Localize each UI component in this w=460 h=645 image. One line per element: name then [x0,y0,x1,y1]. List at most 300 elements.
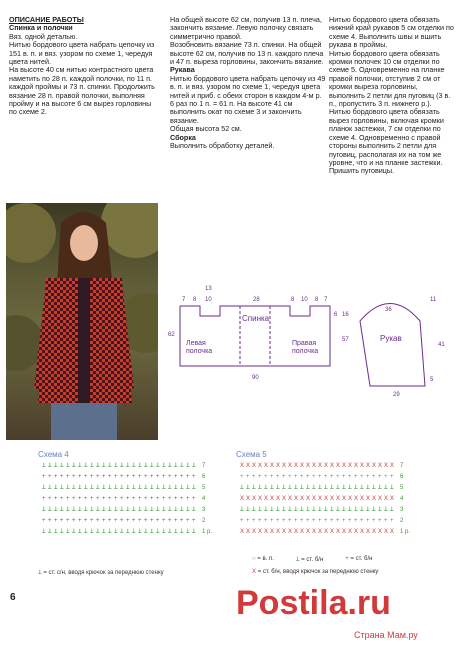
chart-symbol: + [360,518,364,524]
chart-symbol: ꓕ [300,507,304,513]
chart-symbol: + [180,496,184,502]
chart-symbol: + [288,474,292,480]
chart-symbol: + [126,518,130,524]
chart-symbol: + [60,474,64,480]
chart-symbol: + [300,474,304,480]
chart-symbol: ꓕ [174,507,178,513]
chart-symbol: ꓕ [132,529,136,535]
chart-symbol: X [270,529,275,535]
chart-symbol: ꓕ [180,507,184,513]
chart-symbol: X [390,496,395,502]
chart-symbol: + [162,496,166,502]
chart-symbol: + [114,496,118,502]
chart-symbol: ꓕ [108,529,112,535]
chart-symbol: X [360,496,365,502]
chart-symbol: X [276,496,281,502]
chart-symbol: X [336,463,341,469]
chart-symbol: + [282,518,286,524]
chart-symbol: X [378,463,383,469]
chart-symbol: + [114,474,118,480]
chart-symbol: X [324,529,329,535]
chart-symbol: + [42,496,46,502]
row-number: 4 [202,496,206,502]
chart-symbol: ꓕ [150,529,154,535]
instructions-column-2 [170,16,327,151]
chart-symbol: ꓕ [282,485,286,491]
chart-symbol: ꓕ [48,507,52,513]
chart-symbol: ꓕ [84,463,88,469]
body-text: Вяз. одной деталью. Нитью бордового цвета набрать цепочку из 151 в. п. и вяз. узором по схеме 1, чередуя цвета нитей. На высоте 40 см нитью контрастного цвета наметить по 28 п. каждой полочки, по 11 п. каждой проймы и 73 п. спинки. Продолжить вязание 28 п. правой полочки, выполняя пройму и на высоте 6 см вырез горловины по схеме 2. [9,31,155,117]
chart-symbol: + [66,518,70,524]
chart-symbol: ꓕ [162,463,166,469]
chart-symbol: ꓕ [276,507,280,513]
chart-4-grid [38,459,216,549]
chart-symbol: + [138,518,142,524]
chart-symbol: ꓕ [114,485,118,491]
chart-symbol: + [174,496,178,502]
dim-sleeve-top: 36 [385,307,392,313]
chart-symbol: ꓕ [126,485,130,491]
chart-symbol: + [102,496,106,502]
chart-symbol: + [180,474,184,480]
dim-left-total: 62 [168,332,175,338]
chart-symbol: ꓕ [84,529,88,535]
chart-symbol: + [168,496,172,502]
chart-symbol: + [186,474,190,480]
chart-symbol: + [78,496,82,502]
chart-symbol: + [168,474,172,480]
chart-symbol: X [342,529,347,535]
chart-symbol: + [324,518,328,524]
chart-symbol: + [150,518,154,524]
legend-item-sc-plus: + = ст. б/н [345,556,373,562]
chart-symbol: + [48,496,52,502]
chart-symbol: X [240,496,245,502]
chart-symbol: ꓕ [54,463,58,469]
chart-symbol: ꓕ [270,507,274,513]
chart-symbol: + [90,518,94,524]
chart-symbol: + [240,474,244,480]
chart-symbol: X [252,529,257,535]
chart-symbol: ꓕ [54,507,58,513]
postila-logo: Postila.ru [236,584,391,622]
chart-symbol: X [300,496,305,502]
chart-symbol: ꓕ [240,485,244,491]
chart-symbol: X [294,496,299,502]
chart-symbol: + [192,496,196,502]
chart-symbol: X [276,463,281,469]
chart-symbol: + [336,518,340,524]
body-text: Выполнить обработку деталей. [170,141,275,151]
label-back: Спинка [242,314,270,323]
chart-symbol: ꓕ [252,485,256,491]
dim-top-1: 7 [182,297,186,303]
chart-symbol: + [174,518,178,524]
chart-symbol: + [174,474,178,480]
chart-symbol: ꓕ [324,507,328,513]
chart-symbol: X [312,463,317,469]
chart-symbol: + [66,496,70,502]
subsection-title: Спинка и полочки [9,23,73,33]
site-name: Страна Мам.ру [354,630,418,640]
chart-symbol: ꓕ [66,507,70,513]
row-number: 6 [202,474,206,480]
chart-symbol: X [264,463,269,469]
chart-symbol: + [390,474,394,480]
chart-symbol: ꓕ [372,485,376,491]
chart-symbol: ꓕ [312,485,316,491]
chart-symbol: X [372,529,377,535]
chart-symbol: ꓕ [372,507,376,513]
chart-symbol: ꓕ [390,507,394,513]
chart-symbol: X [288,463,293,469]
chart-symbol: + [156,518,160,524]
chart-symbol: ꓕ [342,507,346,513]
chart-symbol: ꓕ [72,463,76,469]
chart-symbol: X [330,496,335,502]
chart-symbol: ꓕ [306,507,310,513]
chart-symbol: + [84,474,88,480]
chart-symbol: ꓕ [120,529,124,535]
chart-symbol: X [288,529,293,535]
chart-symbol: + [354,518,358,524]
chart-symbol: + [384,518,388,524]
chart-symbol: + [84,496,88,502]
chart-symbol: ꓕ [102,485,106,491]
chart-symbol: + [264,518,268,524]
dim-bottom: 90 [252,375,259,381]
chart-symbol: + [186,518,190,524]
row-number: 1 р. [400,529,411,535]
chart-symbol: X [372,496,377,502]
chart-symbol: ꓕ [108,507,112,513]
chart-symbol: ꓕ [120,507,124,513]
chart-symbol: ꓕ [108,463,112,469]
body-text: Нитью бордового цвета набрать цепочку из 49 в. п. и вяз. узором по схеме 1, чередуя цвета нитей и приб. с обеих сторон в каждом 4-м р. 6 раз по 1 п. = 61 п. На высоте 41 см выполнить окат по схеме 3 и закончить вязание. Общая высота 52 см. [170,73,326,134]
chart-symbol: ꓕ [96,529,100,535]
chart-symbol: ꓕ [342,485,346,491]
chart-symbol: + [66,474,70,480]
chart-symbol: + [132,518,136,524]
chart-symbol: ꓕ [258,485,262,491]
chart-symbol: + [102,518,106,524]
dim-top-2: 8 [193,297,197,303]
chart-symbol: ꓕ [192,463,196,469]
chart-symbol: X [318,529,323,535]
dim-right-total: 57 [342,337,349,343]
chart-symbol: X [384,496,389,502]
chart-symbol: + [162,474,166,480]
dim-sleeve-right-2: 41 [438,342,445,348]
chart-symbol: ꓕ [78,529,82,535]
chart-symbol: + [156,474,160,480]
dim-top-5: 8 [291,297,295,303]
chart-symbol: X [366,496,371,502]
chart-symbol: + [126,474,130,480]
chart-symbol: ꓕ [162,529,166,535]
chart-symbol: + [186,496,190,502]
chart-symbol: X [264,496,269,502]
chart-symbol: ꓕ [390,485,394,491]
chart-symbol: X [354,496,359,502]
chart-symbol: ꓕ [96,507,100,513]
chart-symbol: ꓕ [174,463,178,469]
chart-symbol: ꓕ [114,463,118,469]
chart-symbol: + [390,518,394,524]
dim-shoulder: 13 [205,286,212,292]
chart-symbol: X [348,529,353,535]
chart-symbol: ꓕ [72,507,76,513]
chart-symbol: X [282,529,287,535]
chart-symbol: + [372,474,376,480]
chart-symbol: ꓕ [378,507,382,513]
chart-symbol: ꓕ [84,507,88,513]
chart-symbol: ꓕ [72,529,76,535]
chart-symbol: + [276,474,280,480]
chart-symbol: ꓕ [96,463,100,469]
chart-symbol: ꓕ [186,485,190,491]
chart-symbol: + [144,496,148,502]
chart-symbol: ꓕ [150,463,154,469]
chart-symbol: ꓕ [144,529,148,535]
chart-symbol: X [324,463,329,469]
chart-symbol: X [372,463,377,469]
chart-symbol: + [42,518,46,524]
chart-symbol: ꓕ [378,485,382,491]
chart-symbol: ꓕ [54,485,58,491]
chart-symbol: X [336,496,341,502]
chart-symbol: ꓕ [162,485,166,491]
chart-symbol: ꓕ [264,507,268,513]
chart-symbol: ꓕ [384,507,388,513]
chart-symbol: ꓕ [306,485,310,491]
chart-symbol: X [330,529,335,535]
chart-symbol: ꓕ [48,529,52,535]
chart-symbol: ꓕ [60,485,64,491]
chart-symbol: ꓕ [162,507,166,513]
row-number: 3 [202,507,206,513]
chart-symbol: ꓕ [288,507,292,513]
chart-symbol: ꓕ [318,485,322,491]
chart-symbol: ꓕ [240,507,244,513]
chart-symbol: X [366,463,371,469]
chart-symbol: + [378,518,382,524]
chart-symbol: + [144,474,148,480]
body-text: На общей высоте 62 см, получив 13 п. плеча, закончить вязание. Левую полочку связать симметрично правой. Возобновить вязание 73 п. спинки. На общей высоте 62 см, получив по 13 п. каждого плеча и 47 п. выреза горловины, закончить вязание. [170,15,324,67]
chart-symbol: ꓕ [138,463,142,469]
chart-symbol: ꓕ [330,507,334,513]
chart-symbol: + [264,474,268,480]
chart-symbol: + [318,518,322,524]
chart-symbol: X [246,496,251,502]
chart-symbol: + [384,474,388,480]
dim-top-4: 28 [253,297,260,303]
chart-symbol: + [78,518,82,524]
chart-symbol: + [150,496,154,502]
chart-symbol: ꓕ [348,507,352,513]
chart-symbol: ꓕ [126,463,130,469]
chart-symbol: + [156,496,160,502]
chart-symbol: ꓕ [78,463,82,469]
row-number: 7 [400,463,404,469]
chart-symbol: ꓕ [294,507,298,513]
chart-symbol: + [276,518,280,524]
chart-symbol: ꓕ [144,463,148,469]
chart-symbol: ꓕ [60,463,64,469]
chart-symbol: + [348,518,352,524]
legend-item-chain: ○ = в. п. [252,556,274,562]
subsection-title: Сборка [170,132,196,142]
chart-symbol: X [306,496,311,502]
chart-symbol: X [252,496,257,502]
chart-symbol: ꓕ [138,529,142,535]
chart-4-title: Схема 4 [38,450,69,459]
dim-top-3: 10 [205,297,212,303]
dim-sleeve-right-1: 11 [430,297,437,303]
chart-symbol: + [60,518,64,524]
label-sleeve: Рукав [380,334,402,343]
chart-symbol: X [330,463,335,469]
chart-symbol: ꓕ [150,507,154,513]
chart-symbol: X [258,496,263,502]
dim-sleeve-small: 5 [430,377,434,383]
chart-symbol: ꓕ [312,507,316,513]
chart-symbol: + [72,474,76,480]
chart-symbol: ꓕ [354,485,358,491]
chart-symbol: ꓕ [126,507,130,513]
chart-symbol: ꓕ [42,485,46,491]
chart-symbol: + [54,496,58,502]
chart-symbol: X [336,529,341,535]
chart-symbol: ꓕ [132,463,136,469]
chart-symbol: + [342,474,346,480]
chart-symbol: ꓕ [168,507,172,513]
chart-symbol: + [120,474,124,480]
chart-5 [236,450,414,550]
chart-symbol: X [384,529,389,535]
legend-note-1: ꓕ = ст. с/н, вводя крючок за переднюю стенку [38,570,164,576]
chart-symbol: + [54,474,58,480]
chart-symbol: ꓕ [168,529,172,535]
chart-symbol: ꓕ [102,507,106,513]
chart-symbol: ꓕ [132,507,136,513]
chart-symbol: ꓕ [282,507,286,513]
footer-watermark [214,572,460,645]
chart-symbol: ꓕ [252,507,256,513]
chart-symbol: ꓕ [264,485,268,491]
chart-symbol: ꓕ [60,507,64,513]
chart-symbol: X [354,529,359,535]
label-left-front: Левая полочка [186,340,213,355]
chart-symbol: ꓕ [102,463,106,469]
chart-symbol: ꓕ [42,507,46,513]
chart-symbol: ꓕ [126,529,130,535]
chart-symbol: X [276,529,281,535]
chart-symbol: ꓕ [114,529,118,535]
chart-symbol: + [324,474,328,480]
chart-symbol: ꓕ [42,463,46,469]
chart-symbol: + [54,518,58,524]
chart-symbol: X [246,463,251,469]
chart-symbol: ꓕ [78,485,82,491]
chart-symbol: + [84,518,88,524]
chart-symbol: ꓕ [186,507,190,513]
chart-symbol: ꓕ [156,463,160,469]
chart-symbol: + [312,518,316,524]
chart-symbol: + [288,518,292,524]
chart-symbol: X [270,463,275,469]
chart-symbol: ꓕ [174,485,178,491]
chart-symbol: X [318,463,323,469]
chart-symbol: ꓕ [150,485,154,491]
chart-symbol: ꓕ [90,529,94,535]
chart-symbol: + [300,518,304,524]
chart-symbol: X [390,463,395,469]
chart-symbol: X [378,529,383,535]
chart-symbol: X [282,463,287,469]
chart-symbol: + [294,474,298,480]
chart-symbol: X [342,496,347,502]
chart-symbol: ꓕ [90,463,94,469]
chart-symbol: X [324,496,329,502]
chart-symbol: + [378,474,382,480]
dim-top-6: 10 [301,297,308,303]
chart-symbol: ꓕ [42,529,46,535]
chart-symbol: + [60,496,64,502]
chart-symbol: ꓕ [132,485,136,491]
chart-symbol: ꓕ [360,507,364,513]
chart-symbol: + [330,474,334,480]
chart-symbol: ꓕ [156,507,160,513]
chart-4 [38,450,216,550]
chart-symbol: + [366,518,370,524]
row-number: 1 р. [202,529,213,535]
chart-symbol: + [120,518,124,524]
chart-symbol: ꓕ [156,485,160,491]
chart-symbol: + [192,518,196,524]
chart-symbol: + [162,518,166,524]
chart-symbol: + [336,474,340,480]
chart-symbol: + [354,474,358,480]
chart-symbol: ꓕ [366,507,370,513]
chart-symbol: X [258,463,263,469]
chart-symbol: ꓕ [102,529,106,535]
chart-symbol: ꓕ [180,529,184,535]
chart-symbol: + [318,474,322,480]
chart-symbol: + [330,518,334,524]
body-text: Нитью бордового цвета обвязать нижний край рукавов 5 см отделки по схеме 4. Выполнить швы и вшить рукава в проймы. Нитью бордового цвета обвязать кромки полочек 10 см отделки по схеме 5. Одновременно на планке правой полочки, отступив 2 см от кромки выреза горловины, выполнить 2 петли для пуговиц (3 в. п., пропустить 3 п. нижнего р.). Нитью бордового цвета обвязать вырез горловины, включая кромки планок застежки, 7 см отделки по схеме 4. Одновременно с правой стороны выполнить 2 петли для пуговиц, располагая их на том же уровне, что и на планке застежки. Пришить пуговицы. [329,15,454,176]
row-number: 3 [400,507,404,513]
chart-symbol: + [48,518,52,524]
chart-symbol: + [240,518,244,524]
chart-symbol: + [270,518,274,524]
chart-symbol: + [306,518,310,524]
chart-symbol: X [348,496,353,502]
chart-symbol: + [360,474,364,480]
chart-symbol: ꓕ [270,485,274,491]
chart-symbol: ꓕ [66,463,70,469]
chart-symbol: X [354,463,359,469]
chart-symbol: X [240,463,245,469]
chart-symbol: + [366,474,370,480]
chart-symbol: ꓕ [300,485,304,491]
chart-symbol: ꓕ [348,485,352,491]
chart-symbol: + [90,474,94,480]
chart-symbol: + [72,496,76,502]
chart-symbol: + [306,474,310,480]
chart-symbol: ꓕ [318,507,322,513]
chart-symbol: + [132,474,136,480]
